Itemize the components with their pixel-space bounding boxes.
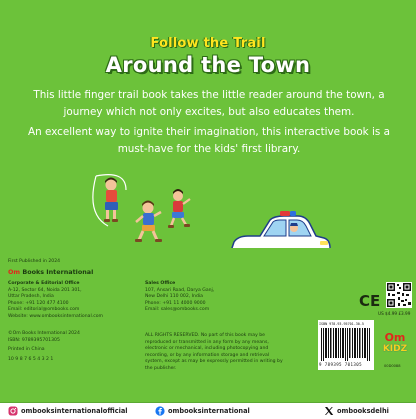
price-label: US $4.99 £3.99 <box>378 311 411 316</box>
sales-office-line: Phone: +91 11 4000 9000 <box>145 300 206 306</box>
sales-office-heading: Sales Office <box>145 281 176 286</box>
corporate-office-line: Website: www.ombooksinternational.com <box>8 313 104 319</box>
omkidz-om: Om <box>384 331 406 344</box>
publisher-rest: Books International <box>20 268 94 276</box>
corporate-office <box>8 281 103 321</box>
sales-office-line: Email: sales@ombooks.com <box>145 307 210 313</box>
omkidz-kidz: KIDZ <box>382 344 408 354</box>
product-code: 00D0088 <box>384 364 401 368</box>
rights-line: recording, or by any information storage and retrieval <box>145 352 270 358</box>
x-handle: ombooksdelhi <box>337 407 389 415</box>
corporate-office-line: Email: editorial@ombooks.com <box>8 307 80 313</box>
facebook-link[interactable] <box>155 406 250 416</box>
series-title: Follow the Trail <box>150 36 266 51</box>
copyright: ©Om Books International 2024 <box>8 331 80 336</box>
rights-reserved <box>145 333 313 373</box>
barcode-isbn-label: ISBN 978-93-95701-30-5 <box>319 322 364 326</box>
corporate-office-line: Phone: +91 120 477 4100 <box>8 300 69 306</box>
publisher-om: Om <box>8 268 21 276</box>
corporate-office-line: A-12, Sector 64, Noida 201 301, <box>8 287 82 293</box>
social-footer <box>0 402 416 419</box>
instagram-link[interactable] <box>8 406 128 416</box>
barcode-number: 9 789395 701305 <box>319 362 362 367</box>
copyright-block <box>8 331 80 363</box>
isbn: ISBN: 9789395701305 <box>8 337 60 343</box>
publisher-name <box>8 268 93 276</box>
blurb-paragraph-1: This little finger trail book takes the little reader around the town, a journey which not only excites, but also educates them. <box>33 89 385 118</box>
children-playing-illustration <box>86 168 206 248</box>
sales-office <box>145 281 214 314</box>
rights-line: reproduced or transmitted in any form by any means, <box>145 339 269 345</box>
corporate-office-heading: Corporate & Editorial Office <box>8 281 80 286</box>
instagram-handle: ombooksinternationalofficial <box>21 407 128 415</box>
printed-in: Printed in China <box>8 347 45 353</box>
x-link[interactable] <box>324 406 389 416</box>
instagram-icon <box>8 406 18 416</box>
print-line: 10 9 8 7 6 5 4 3 2 1 <box>8 356 54 362</box>
x-icon <box>324 406 334 416</box>
sales-office-line: 107, Ansari Road, Darya Ganj, <box>145 287 215 293</box>
rights-line: system, except as may be expressly permitted in writing by <box>145 359 283 365</box>
qr-code-icon <box>386 282 412 308</box>
om-kidz-logo <box>378 332 412 362</box>
book-title: Around the Town <box>105 53 311 77</box>
facebook-icon <box>155 406 165 416</box>
rights-line: ALL RIGHTS RESERVED. No part of this book may be <box>145 333 266 338</box>
corporate-office-line: Uttar Pradesh, India <box>8 294 54 300</box>
barcode-bars-icon <box>321 328 371 361</box>
sales-office-line: New Delhi 110 002, India <box>145 294 203 300</box>
ce-mark: CE <box>359 292 381 310</box>
facebook-handle: ombooksinternational <box>168 407 250 415</box>
blurb-paragraph-2: An excellent way to ignite their imagination, this interactive book is a must-have for the kids' first library. <box>28 126 390 155</box>
rights-line: electronic or mechanical, including photocopying and <box>145 346 269 352</box>
rights-line: the publisher. <box>145 365 177 371</box>
first-published: First Published in 2024 <box>8 259 61 264</box>
